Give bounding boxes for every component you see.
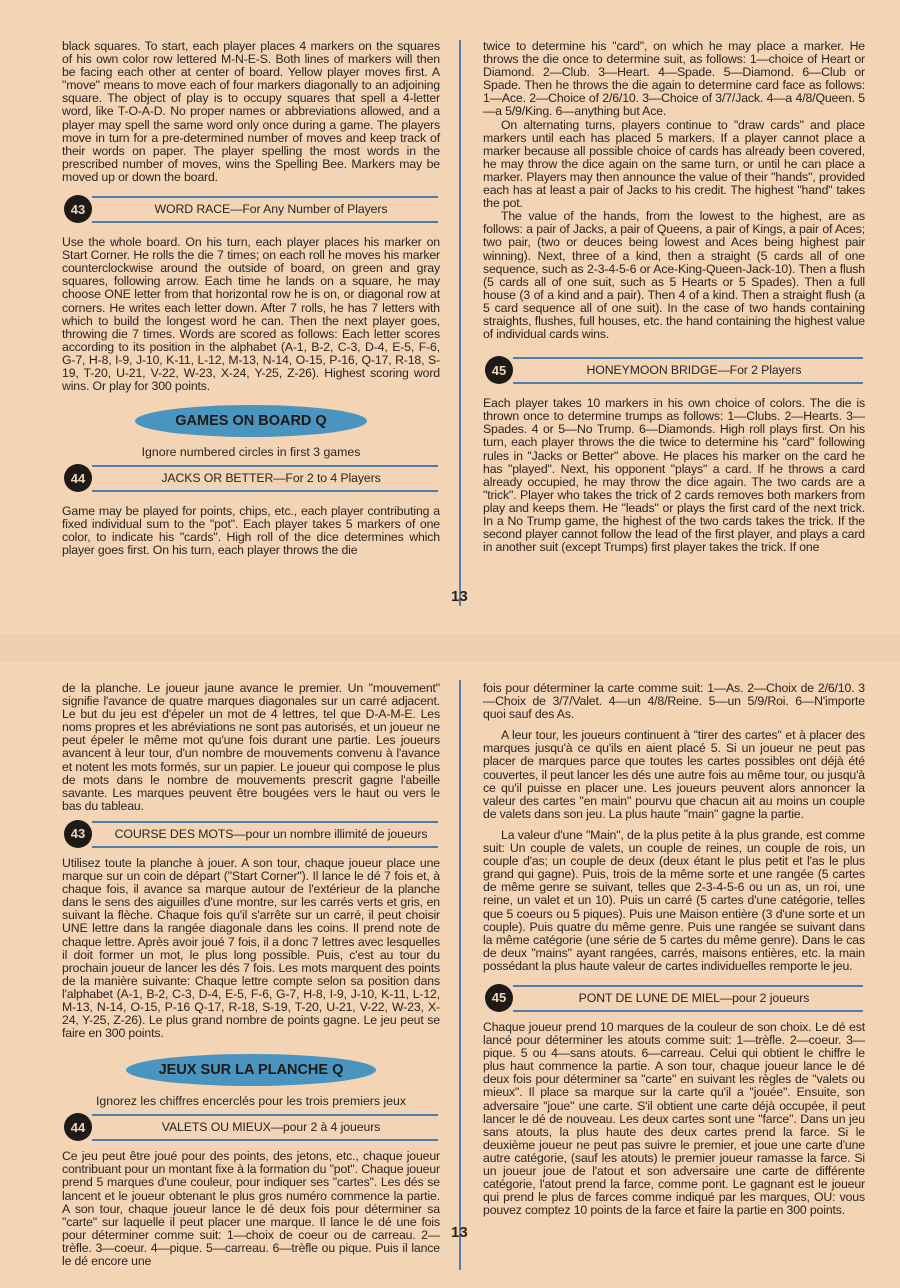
page-number: 13: [451, 1224, 468, 1241]
jacks-continuation: twice to determine his "card", on which he may place a marker. He throws the die once to determine suit, as follows: 1—choice of Heart or Diamond. 2—Club. 3—Heart. 4—Spade. 5—Diamond. 6—Club or Spade. Then he throws the die again to determine card face as follows: 1—Ace. 2—Choice of 2/6/10. 3—Choice of 3/7/Jack. 4—a 4/8/Queen. 5—a 5/9/King. 6—anything but Ace.: [483, 39, 865, 119]
game-45-heading: [483, 355, 865, 385]
game-number-badge: 44: [64, 1113, 92, 1141]
jacks-continuation: fois pour déterminer la carte comme suit: 1—As. 2—Choix de 2/6/10. 3—Choix de 3/7/Valet. 4—un 4/8/Reine. 5—un 5/9/Roi. 6—N'importe quoi sauf des As.: [483, 681, 865, 722]
heading-rule: [513, 985, 863, 987]
page-number: 13: [451, 588, 468, 605]
banner-note: Ignorez les chiffres encerclés pour les trois premiers jeux: [95, 1094, 407, 1109]
section-banner: JEUX SUR LA PLANCHE Q: [126, 1054, 376, 1086]
game-44-heading: [62, 1112, 440, 1142]
game-43-text: Use the whole board. On his turn, each player places his marker on Start Corner. He rolls the die 7 times; on each roll he moves his marker counterclockwise around the outside of board, on green and gray squares, following arrow. Each time he lands on a square, he may choose ONE letter from that horizontal row he is on, or diagonal row at corners. He writes each letter down. After 7 rolls, he has 7 letters with which to build the longest word he can. Then the next player goes, throwing die 7 times. Words are scored as follows: Each letter scores according to its position in the alphabet (A-1, B-2, C-3, D-4, E-5, F-6, G-7, H-8, I-9, J-10, K-11, L-12, M-13, N-14, O-15, P-16, Q-17, R-18, S-19, T-20, U-21, V-22, W-23, X-24, Y-25, Z-26). Highest scoring word wins. Or play for 300 points.: [62, 235, 440, 394]
game-number-badge: 43: [64, 195, 92, 223]
right-column: [483, 682, 865, 1217]
jacks-rules: A leur tour, les joueurs continuent à "tirer des cartes" et à placer des marques jusqu'à ce qu'ils en aient placé 5. Si un joueur ne peut pas placer de marques parce que toutes les cartes possibles ont déjà été couvertes, il peut lancer les dés une autre fois au même tour, ou jusqu'à ce qu'il puisse en placer une. Les joueurs peuvent alors annoncer la valeur des cartes "en main" pourvu que chacun ait au moins un couple de valets dans son jeu. La plus haute "main" gagne la partie.: [483, 728, 865, 821]
heading-rule: [92, 846, 438, 848]
game-44-text: Game may be played for points, chips, etc., each player contributing a fixed individual sum to the "pot". Each player takes 5 markers of one color, to indicate his "cards". High roll of the dice determines which player goes first. On his turn, each player throws the die: [62, 504, 440, 558]
left-column: [62, 40, 440, 558]
game-45-text: Chaque joueur prend 10 marques de la couleur de son choix. Le dé est lancé pour déterminer les atouts comme suit: 1—trèfle. 2—coeur. 3—pique. 5 ou 4—sans atouts. 6—carreau. Celui qui obtient le chiffre le plus haut commence la partie. A son tour, chaque joueur lance le dé deux fois pour déterminer sa "carte" en suivant les règles de "valets ou mieux". Il place sa marque sur la carte qu'il a "jouée". Ensuite, son adversaire "joue" une carte. S'il obtient une carte déjà occupée, il peut lancer le dé de nouveau. Les deux cartes sont une "farce". Dans un jeu sans atouts, la plus haute des deux cartes prend la farce. Si le deuxième joueur ne peut pas suivre le premier, et joue une carte d'une autre catégorie, (sauf les atouts) le premier joueur ramasse la farce. Si un joueur joue de l'atout et son adversaire une carte de différente catégorie, l'atout prend la farce, comme pont. Le gagnant est le joueur qui prend le plus de farces comme indiqué par les marques, OU: vous pouvez comptez 10 points de la farce et faire la partie en 300 points.: [483, 1019, 865, 1218]
game-45-text: Each player takes 10 markers in his own choice of colors. The die is thrown once to determine trumps as follows: 1—Clubs. 2—Hearts. 3—Spades. 4 or 5—No Trump. 6—Diamonds. High roll plays first. On his turn, each player throws the die twice to determine his "card" following rules in "Jacks or Better" above. He places his marker on the card he has "played". Next, his opponent "plays" a card. If he throws a card already occupied, he may throw the dice again. The two cards are a "trick". Player who takes the trick of 2 cards removes both markers from play and keeps them. He "leads" or plays the first card of the next trick. In a No Trump game, the highest of the two cards takes the trick. If the second player cannot follow the lead of the first player, and plays a card in another suit (except Trumps) first player takes the trick. If one: [483, 396, 865, 555]
game-title: PONT DE LUNE DE MIEL—pour 2 joueurs: [578, 990, 810, 1005]
heading-rule: [92, 465, 438, 467]
game-title: VALETS OU MIEUX—pour 2 à 4 joueurs: [161, 1120, 381, 1135]
jacks-rules: On alternating turns, players continue to "draw cards" and place markers until each has placed 5 markers. If a player cannot place a marker because all possible choice of cards has already been covered, he may throw the dice again on the same turn, or until he can place a marker. Players may then announce the value of their "hands", provided each has at least a pair of Jacks to his credit. The highest "hand" takes the pot.: [483, 117, 865, 211]
hand-values: La valeur d'une "Main", de la plus petite à la plus grande, est comme suit: Un couple de valets, un couple de reines, un couple de rois, un couple d'as; un couple de deux (deux étant le plus petit et l'as le plus grand qui gagne). Puis, trois de la même sorte et une rangée (5 cartes de même genre se suivant, telles que 2-3-4-5-6 ou un as, un roi, une reine, un valet et un 10). Puis un carré (5 cartes d'une catégorie, telles que 5 coeurs ou 5 piques). Puis une Maison entière (3 d'une sorte et un couple). Puis quatre du même genre. Puis une rangée se suivant dans la même catégorie (une série de 5 cartes du même genre). Dans le cas de deux "mains" ayant rangées, carrés, maisons entières, etc. la main possédant la plus haute valeur de cartes individuelles remporte le jeu.: [483, 827, 865, 973]
game-44-text: Ce jeu peut être joué pour des points, des jetons, etc., chaque joueur contribuant pour un montant fixe à la formation du "pot". Chaque joueur prend 5 marques d'une couleur, pour indiquer ses "cartes". Les dés se lancent et le joueur obtenant le plus gros numéro commence la partie. A son tour, chaque joueur lance le dé deux fois pour déterminer sa "carte" sur laquelle il peut placer une marque. Il lance le dé une fois pour déterminer comme suit: 1—choix de coeur ou de carreau. 2—trèfle. 3—coeur. 4—pique. 5—carreau. 6—trèfle ou pique. Puis il lance le dé encore une: [62, 1149, 440, 1268]
heading-rule: [513, 357, 863, 359]
spelling-bee-continuation: de la planche. Le joueur jaune avance le premier. Un "mouvement" signifie l'avance de quatre marques diagonales sur un carré adjacent. Le but du jeu est d'épeler un mot de 4 lettres, tel que D-A-M-E. Les noms propres et les abréviations ne sont pas autorisés, et un joueur ne peut épeler le même mot qu'une fois durant une partie. Les joueurs avancent à leur tour, d'un nombre de mouvements convenu à l'avance et notent les mots formés, sur un papier. Le joueur qui compose le plus de mots dans le nombre de mouvements prescrit gagne l'abeille savante. Les marques peuvent être bougées vers le haut ou vers le bas du tableau.: [62, 681, 440, 813]
game-43-text: Utilisez toute la planche à jouer. A son tour, chaque joueur place une marque sur un coin de départ ("Start Corner"). Il lance le dé 7 fois et, à chaque fois, il avance sa marque autour de l'extérieur de la planche dans le sens des aiguilles d'une montre, sur les carrés verts et gris, en suivant la flèche. Chaque fois qu'il s'arrête sur un carré, il peut choisir UNE lettre dans la rangée diagonale dans les coins. Il prend note de chaque lettre. Après avoir joué 7 fois, il a donc 7 lettres avec lesquelles il doit former un mot, le plus long possible. Puis, c'est au tour du prochain joueur de lancer les dés 7 fois. Les mots marquent des points de la manière suivante: Chaque lettre compte selon sa position dans l'alphabet (A-1, B-2, C-3, D-4, E-5, F-6, G-7, H-8, I-9, J-10, K-11, L-12, M-13, N-14, O-15, P-16 Q-17, R-18, S-19, T-20, U-21, V-22, W-23, X-24, Y-25, Z-26). Le plus grand nombre de points gagne. Le jeu peut se faire en 300 points.: [62, 855, 440, 1041]
column-divider: [459, 680, 461, 1270]
heading-rule: [92, 1114, 438, 1116]
heading-rule: [513, 1010, 863, 1012]
game-title: JACKS OR BETTER—For 2 to 4 Players: [161, 471, 381, 486]
game-43-heading: [62, 819, 440, 849]
english-page: [0, 0, 900, 634]
heading-rule: [92, 221, 438, 223]
game-title: COURSE DES MOTS—pour un nombre illimité de joueurs: [114, 826, 428, 841]
game-45-heading: [483, 983, 865, 1013]
column-divider: [459, 40, 461, 606]
page-gap: [0, 634, 900, 662]
game-43-heading: [62, 194, 440, 224]
heading-rule: [92, 821, 438, 823]
spelling-bee-continuation: black squares. To start, each player places 4 markers on the squares of his own color row lettered M-N-E-S. Both lines of markers will then be facing each other at center of board. Yellow player moves first. A "move" means to move each of four markers diagonally to an adjoining square. The object of play is to occupy squares that spell a 4-letter word, like T-O-A-D. No proper names or abbreviations allowed, and a player may spell the same word only once during a game. The players move in turn for a pre-determined number of moves and keep track of their words on paper. The player spelling the most words in the prescribed number of moves, wins the Spelling Bee. Markers may be moved up or down the board.: [62, 39, 440, 184]
game-title: WORD RACE—For Any Number of Players: [154, 202, 388, 217]
heading-rule: [513, 382, 863, 384]
game-number-badge: 43: [64, 820, 92, 848]
right-column: [483, 40, 865, 554]
game-number-badge: 45: [485, 356, 513, 384]
left-column: [62, 682, 440, 1268]
banner-note: Ignore numbered circles in first 3 games: [141, 445, 361, 460]
heading-rule: [92, 196, 438, 198]
game-number-badge: 44: [64, 464, 92, 492]
section-banner: GAMES ON BOARD Q: [135, 405, 367, 437]
hand-values: The value of the hands, from the lowest to the highest, are as follows: a pair of Jacks, a pair of Queens, a pair of Kings, a pair of Aces; two pair, (two or deuces being lowest and Aces being highest pair winning). Next, three of a kind, then a straight (5 cards all of one sequence, such as 2-3-4-5-6 or Ace-King-Queen-Jack-10). Then a flush (5 cards all of one suit, such as 5 Hearts or 5 Spades). Then a full house (3 of a kind and a pair). Then 4 of a kind. Then a straight flush (a 5 card sequence all of one suit). In the case of two hands containing straights, flushes, full houses, etc. the hand containing the highest value of individual cards wins.: [483, 209, 865, 342]
heading-rule: [92, 490, 438, 492]
game-44-heading: [62, 463, 440, 493]
game-number-badge: 45: [485, 984, 513, 1012]
french-page: [0, 662, 900, 1288]
game-title: HONEYMOON BRIDGE—For 2 Players: [586, 363, 802, 378]
heading-rule: [92, 1139, 438, 1141]
